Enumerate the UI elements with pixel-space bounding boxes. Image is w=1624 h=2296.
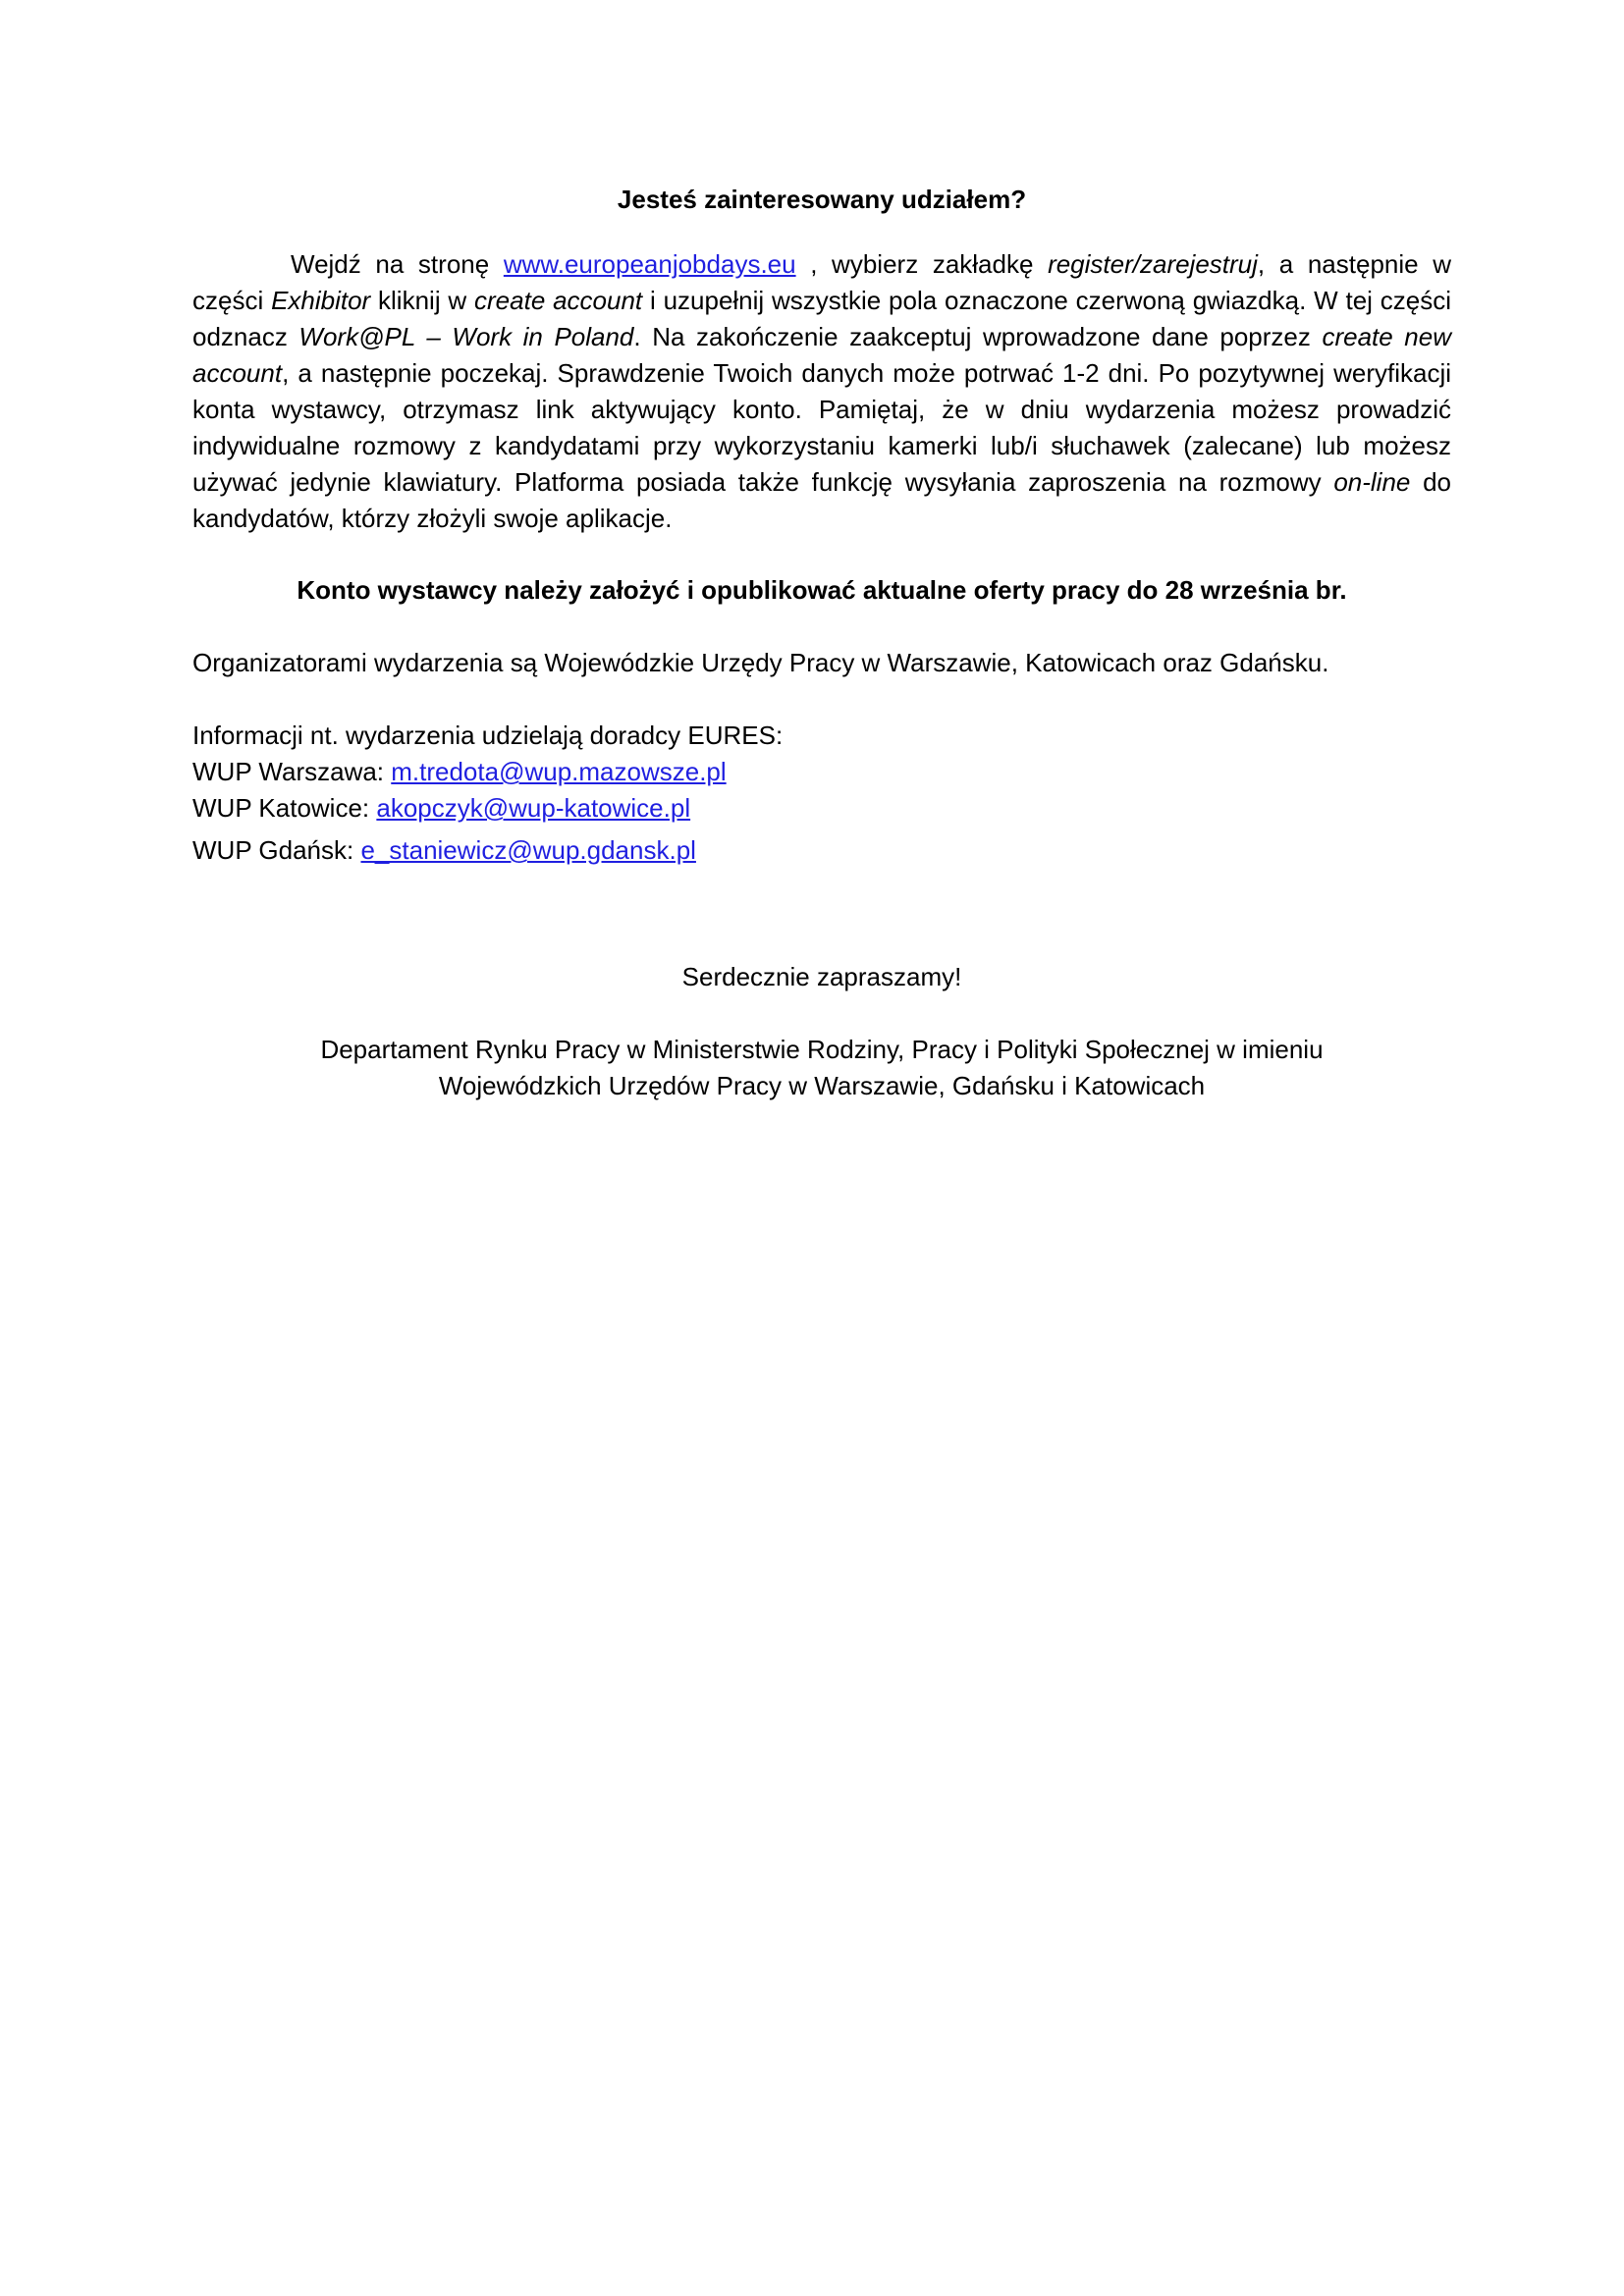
contacts-section [192,718,1451,869]
intro-text-6: . Na zakończenie zaakceptuj wprowadzone dane poprzez [633,322,1323,351]
contact-label: WUP Warszawa: [192,757,392,786]
intro-text-1: Wejdź na stronę [291,249,504,279]
contact-label: WUP Katowice: [192,793,377,823]
intro-paragraph [192,246,1451,537]
intro-text-2: , wybierz zakładkę [795,249,1049,279]
intro-text-5: i uzupełnij wszystkie pola oznaczone czerwoną gwiazdką. W tej części odznacz [192,286,1451,351]
contact-row-katowice [192,790,1451,827]
europeanjobdays-link[interactable]: www.europeanjobdays.eu [503,249,796,279]
contacts-intro: Informacji nt. wydarzenia udzielają doradcy EURES: [192,721,784,750]
contact-email-link[interactable]: akopczyk@wup-katowice.pl [376,793,691,823]
organizers-text: Organizatorami wydarzenia są Wojewódzkie Urzędy Pracy w Warszawie, Katowicach oraz Gdańsku. [192,648,1329,677]
document-page [192,182,1451,1104]
greeting-text: Serdecznie zapraszamy! [681,962,962,991]
signature-block [192,1032,1451,1104]
deadline-notice: Konto wystawcy należy założyć i opublikować aktualne oferty pracy do 28 września br. [297,575,1347,605]
intro-text-4: kliknij w [370,286,475,315]
contact-email-link[interactable]: e_staniewicz@wup.gdansk.pl [360,835,696,865]
signature-line-2: Wojewódzkich Urzędów Pracy w Warszawie, Gdańsku i Katowicach [438,1071,1206,1100]
intro-italic-workpl: Work@PL – Work in Poland [298,322,634,351]
intro-italic-online: on-line [1333,467,1411,497]
intro-italic-register: register/zarejestruj [1048,249,1258,279]
intro-text-8: do kandydatów, którzy złożyli swoje aplikacje. [192,467,1451,533]
contact-row-warszawa [192,754,1451,790]
intro-italic-exhibitor: Exhibitor [271,286,371,315]
intro-text-3: , a następnie w części [192,249,1452,315]
signature-line-1: Departament Rynku Pracy w Ministerstwie Rodziny, Pracy i Polityki Społecznej w imieniu [320,1035,1324,1064]
document-heading: Jesteś zainteresowany udziałem? [617,185,1027,214]
intro-text-7: , a następnie poczekaj. Sprawdzenie Twoich danych może potrwać 1-2 dni. Po pozytywnej weryfikacji konta wystawcy, otrzymasz link aktywujący konto. Pamiętaj, że w dniu wydarzenia możesz prowadzić indywidualne rozmowy z kandydatami przy wykorzystaniu kamerki lub/i słuchawek (zalecane) lub możesz używać jedynie klawiatury. Platforma posiada także funkcję wysyłania zaproszenia na rozmowy [192,358,1451,497]
contact-email-link[interactable]: m.tredota@wup.mazowsze.pl [391,757,727,786]
intro-italic-create-new-account: create new account [192,322,1451,388]
intro-italic-create-account: create account [474,286,643,315]
contact-row-gdansk [192,832,1451,869]
contact-label: WUP Gdańsk: [192,835,361,865]
